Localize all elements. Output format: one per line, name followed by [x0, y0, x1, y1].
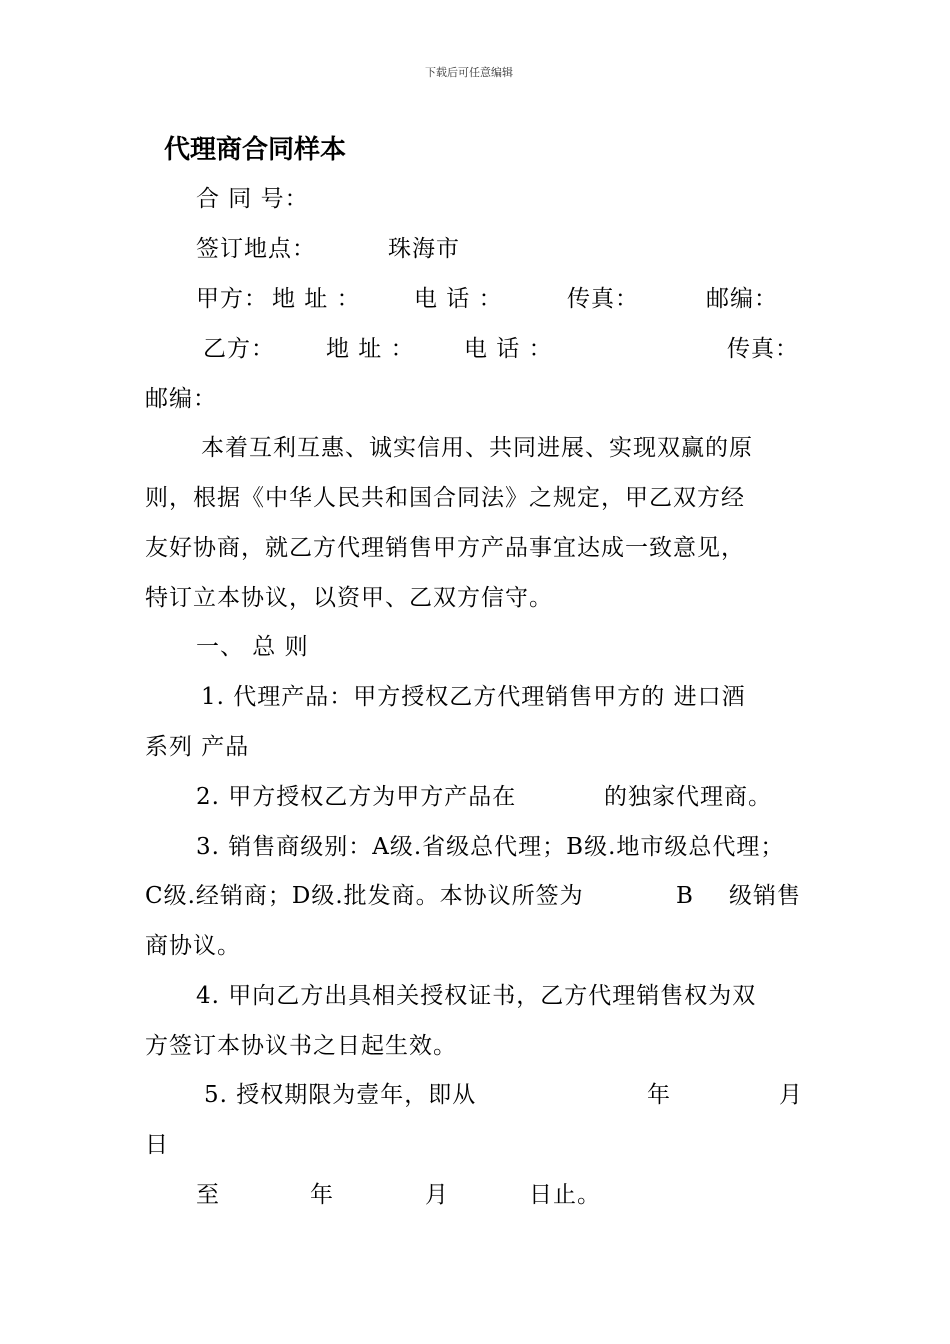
- clause-1-line-1: 1. 代理产品：甲方授权乙方代理销售甲方的 进口酒: [201, 684, 746, 710]
- clause-3-line-1: 3. 销售商级别：A级.省级总代理；B级.地市级总代理；: [196, 834, 785, 860]
- clause-1-line-2: 系列 产品: [145, 734, 250, 760]
- intro-line-4: 特订立本协议，以资甲、乙双方信守。: [145, 585, 553, 611]
- clause-5-day: 日: [145, 1132, 169, 1158]
- clause-3-line-2-part-2: 级销售: [729, 883, 801, 909]
- party-b-postcode-label: 邮编：: [145, 386, 217, 412]
- clause-3-level-value: B: [676, 883, 694, 909]
- party-b-label: 乙方：: [203, 336, 275, 362]
- clause-5-month: 月: [779, 1082, 803, 1108]
- party-a-phone-label: 电 话 ：: [414, 286, 503, 312]
- section-heading: 一、 总 则: [196, 634, 309, 660]
- party-b-address-label: 地 址 ：: [326, 336, 415, 362]
- intro-line-1: 本着互利互惠、诚实信用、共同进展、实现双赢的原: [201, 435, 753, 461]
- document-title: 代理商合同样本: [164, 135, 347, 165]
- contract-number-label: 合 同 号：: [196, 186, 309, 212]
- sign-place-label: 签订地点：: [196, 236, 316, 262]
- party-a-postcode-label: 邮编：: [706, 286, 778, 312]
- clause-2-part-1: 2. 甲方授权乙方为甲方产品在: [196, 784, 517, 810]
- party-a-fax-label: 传真：: [567, 286, 639, 312]
- download-note: 下载后可任意编辑: [425, 66, 513, 79]
- clause-4-line-2: 方签订本协议书之日起生效。: [145, 1033, 457, 1059]
- party-a-label: 甲方：: [196, 286, 268, 312]
- sign-place-value: 珠海市: [388, 236, 460, 262]
- party-b-fax-label: 传真：: [727, 336, 799, 362]
- clause-5-part-1: 5. 授权期限为壹年，即从: [204, 1082, 477, 1108]
- clause-5-to: 至: [196, 1182, 220, 1208]
- clause-5-end-year: 年: [310, 1182, 334, 1208]
- clause-3-line-3: 商协议。: [145, 933, 241, 959]
- party-b-phone-label: 电 话 ：: [464, 336, 553, 362]
- clause-5-year: 年: [647, 1082, 671, 1108]
- clause-5-end-month: 月: [425, 1182, 449, 1208]
- clause-3-line-2-part-1: C级.经销商；D级.批发商。本协议所签为: [145, 883, 584, 909]
- intro-line-3: 友好协商，就乙方代理销售甲方产品事宜达成一致意见，: [145, 535, 745, 561]
- clause-4-line-1: 4. 甲向乙方出具相关授权证书，乙方代理销售权为双: [196, 983, 757, 1009]
- clause-2-part-2: 的独家代理商。: [604, 784, 772, 810]
- party-a-address-label: 地 址 ：: [272, 286, 361, 312]
- clause-5-end-day: 日止。: [529, 1182, 601, 1208]
- intro-line-2: 则，根据《中华人民共和国合同法》之规定，甲乙双方经: [145, 485, 745, 511]
